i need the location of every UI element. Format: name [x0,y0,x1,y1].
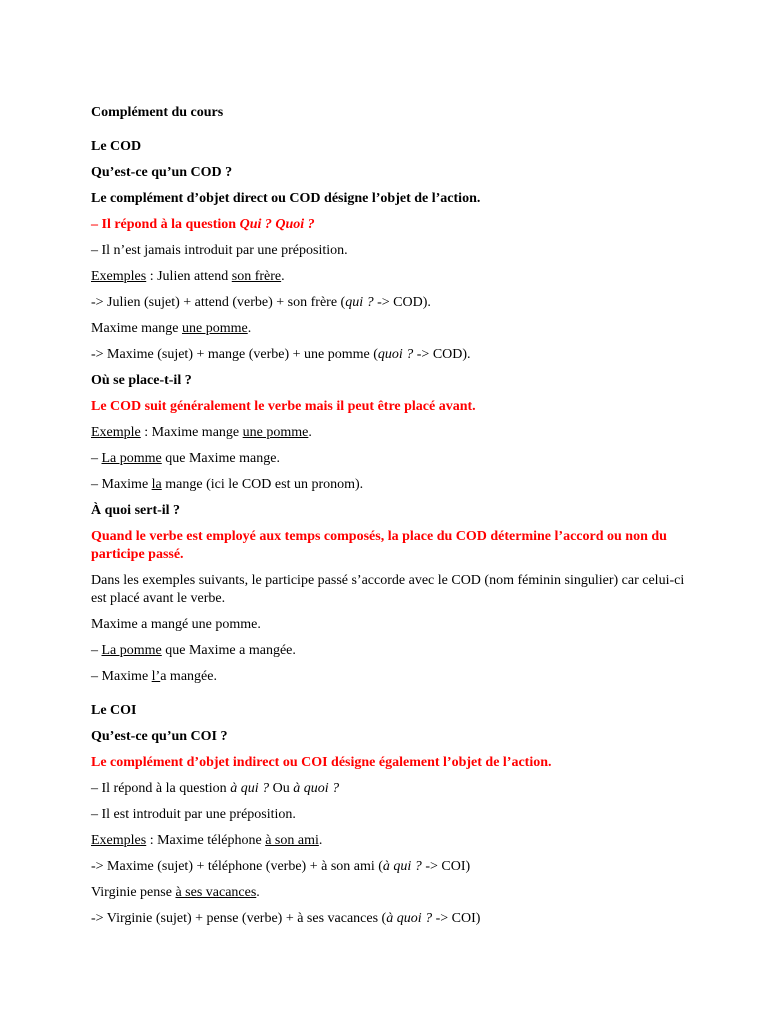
analysis-question: quoi ? [377,347,414,362]
example-text: . [308,425,312,440]
cod-example-1-analysis [91,294,691,312]
section-heading-coi: Le COI [91,703,137,718]
example-underlined: son frère [231,269,282,284]
example-text: : Maxime téléphone [146,833,266,848]
cod-example-7 [91,642,691,660]
cod-example-5 [91,476,691,494]
analysis-text: -> COI) [421,859,471,874]
example-text: : Julien attend [146,269,232,284]
cod-definition: Le complément d’objet direct ou COD désigne l’objet de l’action. [91,191,481,206]
example-text: : Maxime mange [140,425,243,440]
example-text: mange (ici le COD est un pronom). [161,477,364,492]
question-what-is-coi: Qu’est-ce qu’un COI ? [91,729,228,744]
section-heading-cod: Le COD [91,139,142,154]
example-text: Virginie pense [91,885,176,900]
analysis-text: -> Virginie (sujet) + pense (verbe) + à ses vacances ( [91,911,387,926]
example-text: – [91,643,102,658]
cod-example-2-analysis [91,346,691,364]
example-text: que Maxime mange. [161,451,280,466]
example-underlined: une pomme [242,425,309,440]
rule-text: – Il répond à la question [91,781,231,796]
example-text: – [91,451,102,466]
coi-example-2 [91,884,691,902]
example-text: Maxime mange [91,321,182,336]
rule-question-words: à qui ? [230,781,270,796]
example-label: Exemple [91,425,141,440]
example-text: – Maxime [91,669,152,684]
cod-example-6: Maxime a mangé une pomme. [91,617,261,632]
cod-rule-preposition: – Il n’est jamais introduit par une préposition. [91,243,348,258]
question-purpose: À quoi sert-il ? [91,503,181,518]
analysis-text: -> COD). [413,347,471,362]
analysis-question: à qui ? [382,859,422,874]
example-underlined: l’ [151,669,161,684]
analysis-text: -> Julien (sujet) + attend (verbe) + son frère ( [91,295,346,310]
example-underlined: une pomme [181,321,248,336]
cod-example-8 [91,668,691,686]
coi-example-1-analysis [91,858,691,876]
analysis-question: qui ? [345,295,374,310]
document-title: Complément du cours [91,105,224,120]
example-underlined: à ses vacances [175,885,257,900]
coi-rule-question [91,780,691,798]
example-underlined: la [151,477,162,492]
analysis-question: à quoi ? [386,911,433,926]
coi-example-2-analysis [91,910,691,928]
example-label: Exemples [91,269,147,284]
example-text: . [256,885,260,900]
example-underlined: à son ami [265,833,319,848]
analysis-text: -> Maxime (sujet) + mange (verbe) + une pomme ( [91,347,378,362]
question-what-is-cod: Qu’est-ce qu’un COD ? [91,165,233,180]
example-label: Exemples [91,833,147,848]
cod-example-3 [91,424,691,442]
question-placement: Où se place-t-il ? [91,373,192,388]
rule-text: Ou [269,781,294,796]
analysis-text: -> COD). [373,295,431,310]
rule-question-words: à quoi ? [293,781,340,796]
rule-question-words: Qui ? Quoi ? [239,217,315,232]
cod-placement-rule: Le COD suit généralement le verbe mais il peut être placé avant. [91,399,476,414]
example-underlined: La pomme [101,451,162,466]
cod-agreement-rule: Quand le verbe est employé aux temps composés, la place du COD détermine l’accord ou non du participe passé. [91,529,667,562]
example-text: a mangée. [160,669,217,684]
example-text: – Maxime [91,477,152,492]
analysis-text: -> COI) [432,911,481,926]
example-text: . [247,321,252,336]
document-page [91,104,691,936]
coi-definition: Le complément d’objet indirect ou COI désigne également l’objet de l’action. [91,755,552,770]
rule-text: – Il répond à la question [91,217,240,232]
cod-rule-question [91,216,691,234]
cod-example-2 [91,320,691,338]
example-text: que Maxime a mangée. [161,643,296,658]
example-text: . [281,269,285,284]
cod-example-4 [91,450,691,468]
analysis-text: -> Maxime (sujet) + téléphone (verbe) + à son ami ( [91,859,383,874]
coi-rule-preposition: – Il est introduit par une préposition. [91,807,296,822]
cod-example-1 [91,268,691,286]
cod-explanation: Dans les exemples suivants, le participe passé s’accorde avec le COD (nom féminin singulier) car celui-ci est placé avant le verbe. [91,573,685,606]
example-underlined: La pomme [101,643,162,658]
example-text: . [318,833,323,848]
coi-example-1 [91,832,691,850]
